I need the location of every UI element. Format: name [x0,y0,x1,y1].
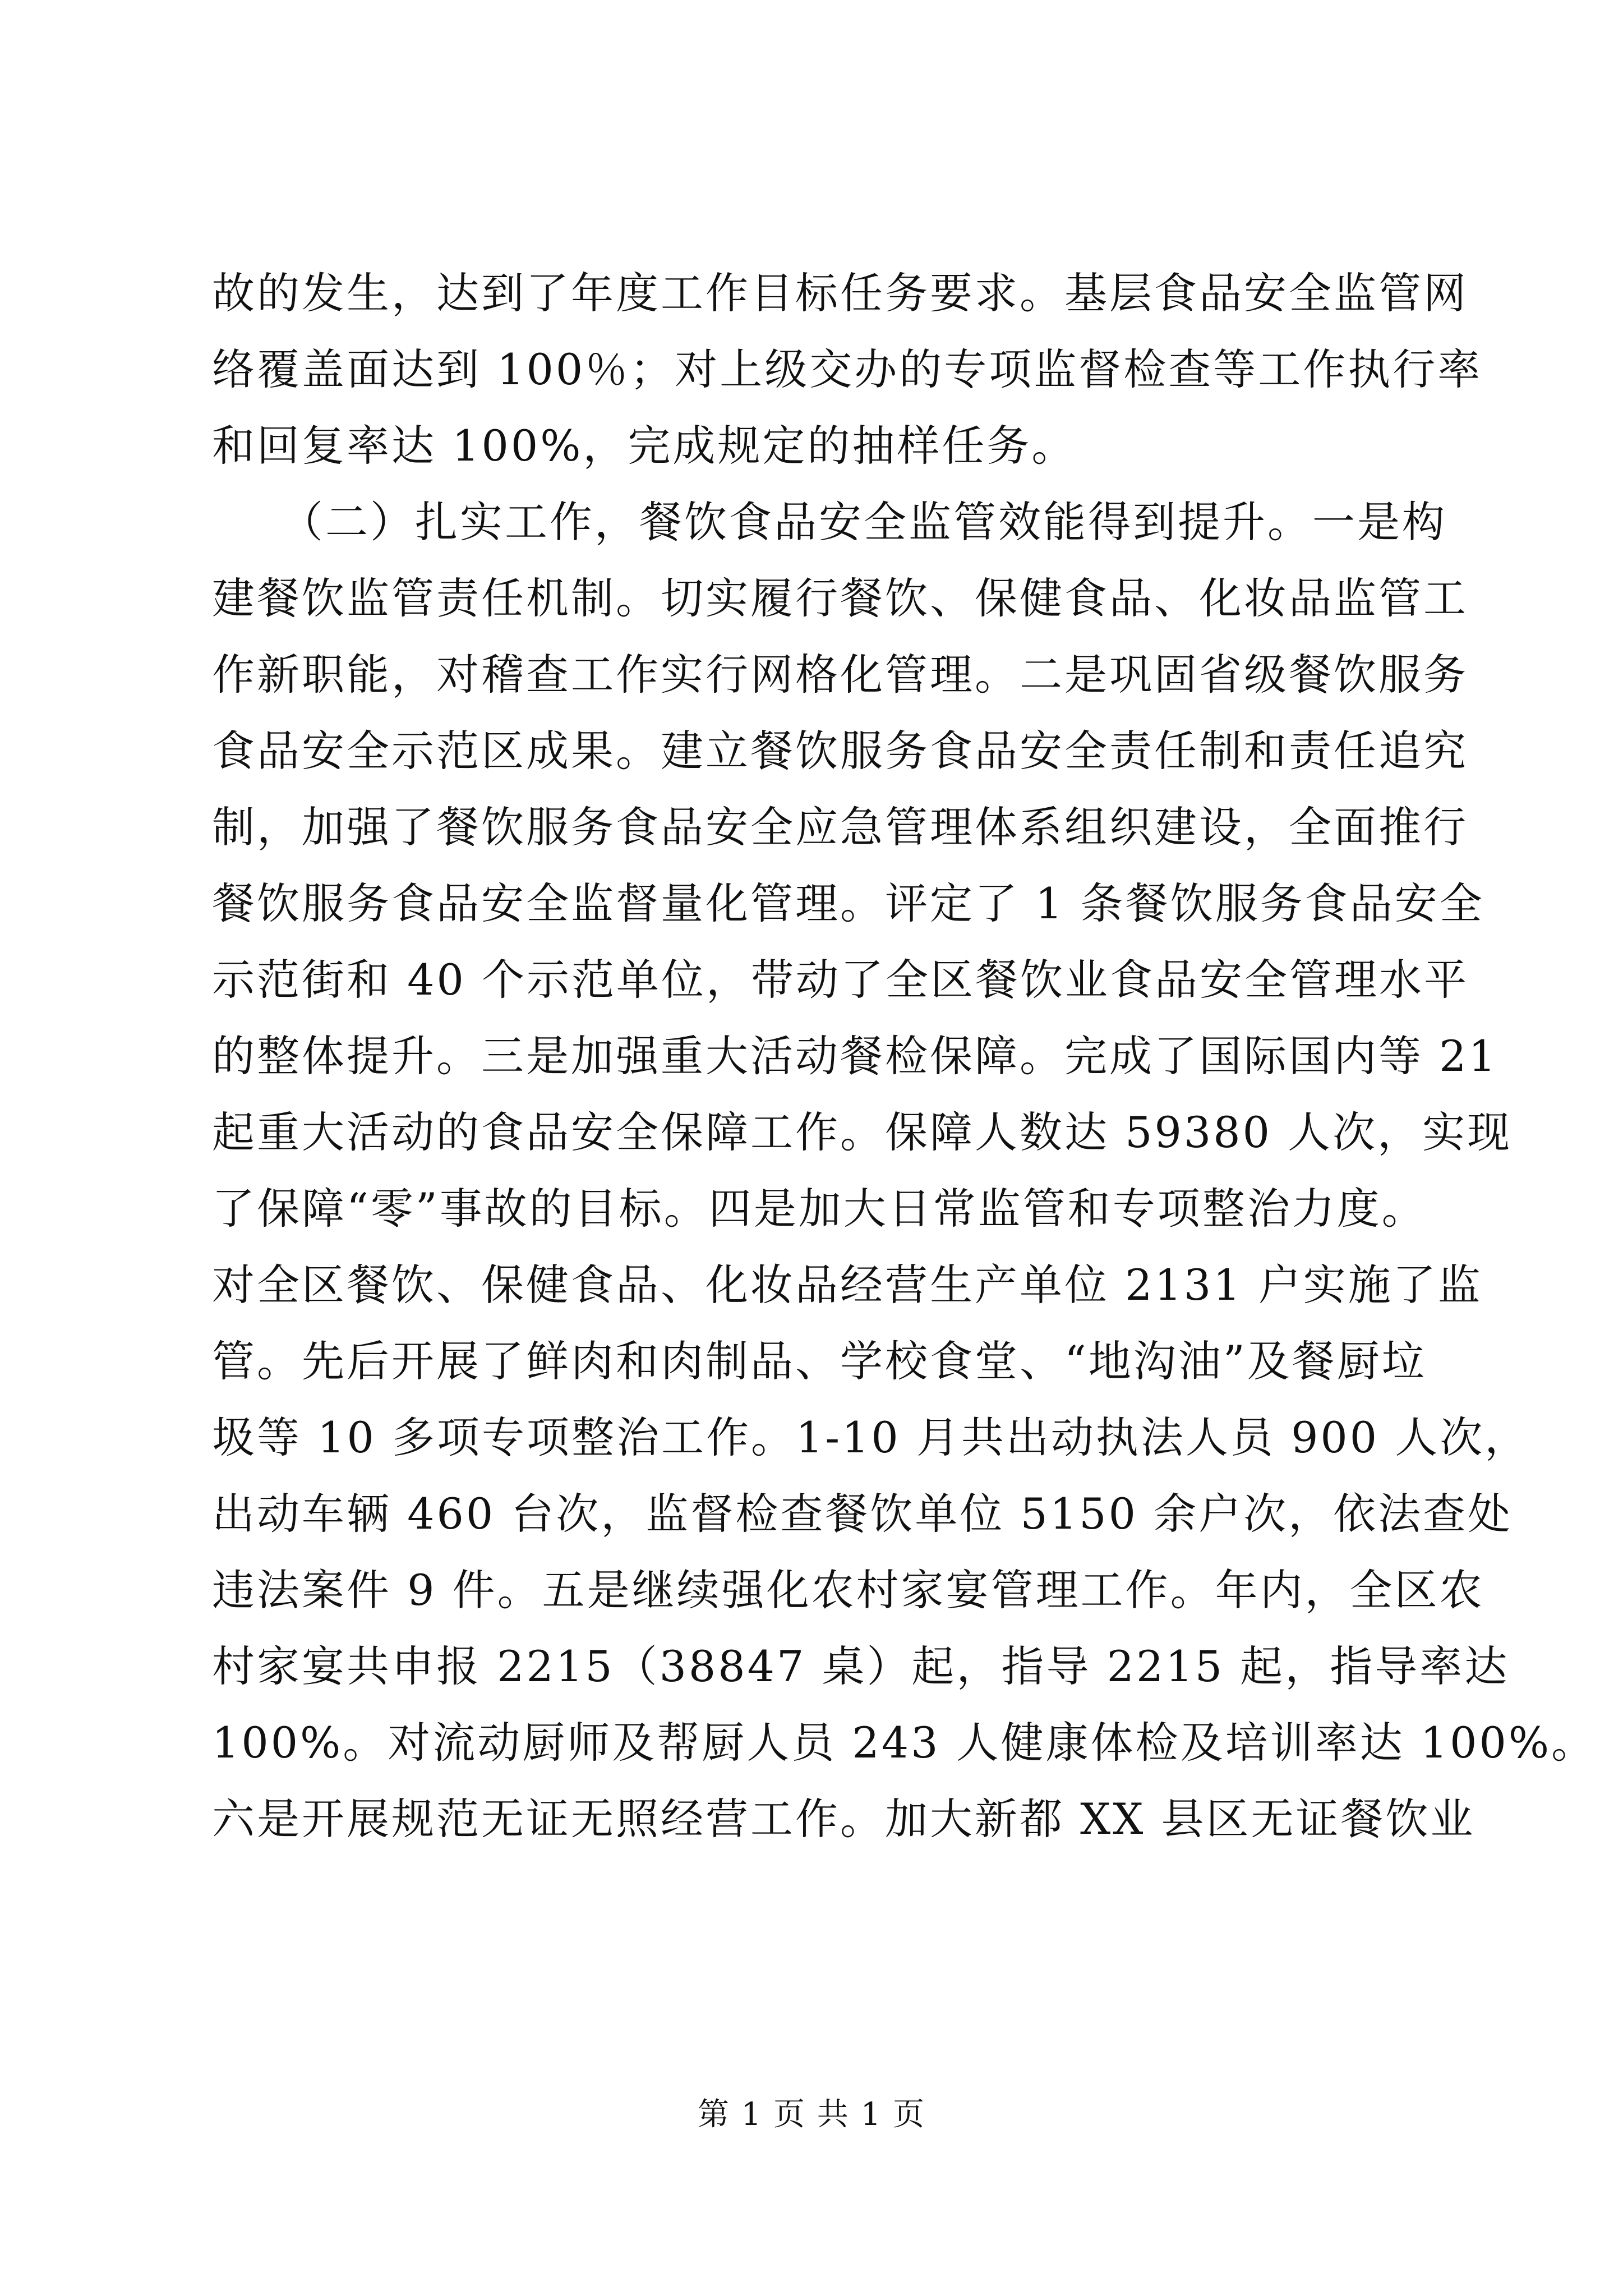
text-line: 违法案件 9 件。五是继续强化农村家宴管理工作。年内，全区农 [212,1565,1484,1615]
text-line: 100%。对流动厨师及帮厨人员 243 人健康体检及培训率达 100%。 [212,1718,1597,1768]
text-line: 村家宴共申报 2215（38847 桌）起，指导 2215 起，指导率达 [212,1641,1510,1691]
text-line: 出动车辆 460 台次，监督检查餐饮单位 5150 余户次，依法查处 [212,1489,1513,1539]
body-text [212,255,1597,1857]
text-line: 建餐饮监管责任机制。切实履行餐饮、保健食品、化妆品监管工 [212,573,1468,623]
text-line: 起重大活动的食品安全保障工作。保障人数达 59380 人次，实现 [212,1107,1513,1157]
text-line: 制，加强了餐饮服务食品安全应急管理体系组织建设，全面推行 [212,802,1468,852]
text-line: 圾等 10 多项专项整治工作。1-10 月共出动执法人员 900 人次， [212,1412,1530,1462]
text-line: 六是开展规范无证无照经营工作。加大新都 XX 县区无证餐饮业 [212,1794,1476,1844]
text-line: 和回复率达 100%，完成规定的抽样任务。 [212,421,1077,471]
text-line: 的整体提升。三是加强重大活动餐检保障。完成了国际国内等 21 [212,1031,1498,1081]
text-line: （二）扎实工作，餐饮食品安全监管效能得到提升。一是构 [212,497,1447,547]
text-line: 络覆盖面达到 100％；对上级交办的专项监督检查等工作执行率 [212,344,1483,394]
text-line: 对全区餐饮、保健食品、化妆品经营生产单位 2131 户实施了监 [212,1260,1483,1310]
text-line: 示范街和 40 个示范单位，带动了全区餐饮业食品安全管理水平 [212,955,1469,1005]
text-line: 故的发生，达到了年度工作目标任务要求。基层食品安全监管网 [212,268,1468,318]
text-line: 了保障“零”事故的目标。四是加大日常监管和专项整治力度。 [212,1184,1427,1234]
text-line: 餐饮服务食品安全监督量化管理。评定了 1 条餐饮服务食品安全 [212,878,1484,928]
text-line: 食品安全示范区成果。建立餐饮服务食品安全责任制和责任追究 [212,726,1468,776]
page-footer: 第 1 页 共 1 页 [697,2096,926,2133]
text-line: 管。先后开展了鲜肉和肉制品、学校食堂、“地沟油”及餐厨垃 [212,1336,1427,1386]
text-line: 作新职能，对稽查工作实行网格化管理。二是巩固省级餐饮服务 [212,650,1468,700]
